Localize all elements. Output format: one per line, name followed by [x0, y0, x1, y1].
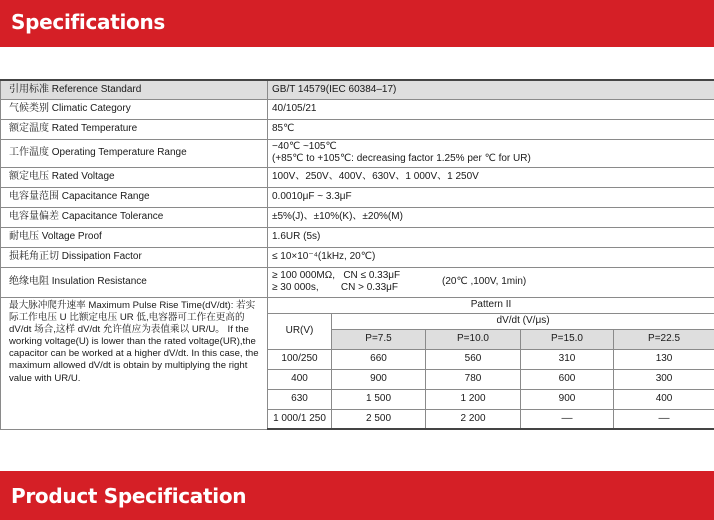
spec-row-capacitance-tolerance: [1, 207, 714, 227]
ur-value: 400: [268, 369, 332, 389]
spec-value: 40/105/21: [268, 99, 714, 119]
dvdt-value: 900: [332, 369, 426, 389]
dvdt-value: 400: [614, 389, 714, 409]
spec-row-climatic-category: [1, 99, 714, 119]
dvdt-value: 2 200: [426, 409, 521, 429]
dvdt-value: 1 200: [426, 389, 521, 409]
pitch-header: P=7.5: [332, 329, 426, 349]
pulse-rise-description: 最大脉冲爬升速率 Maximum Pulse Rise Time(dV/dt): 若实际工作电压 U 比额定电压 UR 低,电容器可工作在更高的 dV/dt 场合,这样 dV/dt 允许值应为表值乘以 UR/U。 If the working voltage(U) is lower than the rated voltage(UR),the capacitor can be worked at a higher dV/dt. In this case, the maximum allowed dV/dt is obtain by multiplying the right value with UR/U.: [1, 297, 268, 429]
dvdt-value: 660: [332, 349, 426, 369]
dvdt-value: 130: [614, 349, 714, 369]
pitch-header: P=10.0: [426, 329, 521, 349]
spec-value: ≤ 10×10⁻⁴(1kHz, 20℃): [268, 247, 714, 267]
spec-value: GB/T 14579(IEC 60384–17): [268, 80, 714, 99]
spec-value: [268, 139, 714, 167]
spec-label: 额定电压 Rated Voltage: [1, 167, 268, 187]
pattern-label: Pattern II: [268, 297, 714, 313]
specifications-banner: [0, 0, 714, 47]
spec-value: 1.6UR (5s): [268, 227, 714, 247]
dvdt-value: 600: [521, 369, 614, 389]
dvdt-header: dV/dt (V/μs): [332, 313, 714, 329]
dvdt-value: 2 500: [332, 409, 426, 429]
banner-title: Specifications: [11, 10, 166, 34]
insulation-conditions: [272, 270, 442, 295]
ur-header: UR(V): [268, 313, 332, 349]
dvdt-value: ––: [614, 409, 714, 429]
spec-row-rated-temperature: [1, 119, 714, 139]
pitch-header: P=15.0: [521, 329, 614, 349]
dvdt-value: 780: [426, 369, 521, 389]
insulation-test-condition: (20℃ ,100V, 1min): [442, 275, 527, 287]
spec-row-dissipation-factor: [1, 247, 714, 267]
insulation-line: ≥ 30 000s, CN > 0.33μF: [272, 282, 399, 293]
dvdt-value: 560: [426, 349, 521, 369]
spec-label: 绝缘电阻 Insulation Resistance: [1, 267, 268, 297]
product-specification-banner: [0, 471, 714, 520]
banner-title: Product Specification: [11, 484, 247, 508]
spec-label: 引用标准 Reference Standard: [1, 80, 268, 99]
dvdt-value: ––: [521, 409, 614, 429]
dvdt-value: 900: [521, 389, 614, 409]
spec-value: 100V、250V、400V、630V、1 000V、1 250V: [268, 167, 714, 187]
spec-row-reference-standard: [1, 80, 714, 99]
spec-label: 电容量偏差 Capacitance Tolerance: [1, 207, 268, 227]
insulation-line: ≥ 100 000MΩ, CN ≤ 0.33μF: [272, 269, 401, 281]
spec-value: 85℃: [268, 119, 714, 139]
spec-row-voltage-proof: [1, 227, 714, 247]
spec-label: 耐电压 Voltage Proof: [1, 227, 268, 247]
ur-value: 1 000/1 250: [268, 409, 332, 429]
spec-value-line: (+85℃ to +105℃: decreasing factor 1.25% per ℃ for UR): [272, 153, 531, 164]
dvdt-value: 310: [521, 349, 614, 369]
spec-label: 电容量范围 Capacitance Range: [1, 187, 268, 207]
spec-row-operating-temperature: [1, 139, 714, 167]
spec-value-line: −40℃ ~105℃: [272, 140, 337, 152]
spec-row-capacitance-range: [1, 187, 714, 207]
dvdt-value: 1 500: [332, 389, 426, 409]
spec-row-rated-voltage: [1, 167, 714, 187]
spec-value: [268, 267, 714, 297]
spec-row-insulation-resistance: [1, 267, 714, 297]
insulation-values: [272, 270, 710, 295]
spec-label: 气候类别 Climatic Category: [1, 99, 268, 119]
spec-value: 0.0010μF ~ 3.3μF: [268, 187, 714, 207]
ur-value: 630: [268, 389, 332, 409]
spec-label: 额定温度 Rated Temperature: [1, 119, 268, 139]
pulse-pattern-row: [1, 297, 714, 313]
spec-label: 损耗角正切 Dissipation Factor: [1, 247, 268, 267]
spec-label: 工作温度 Operating Temperature Range: [1, 139, 268, 167]
dvdt-value: 300: [614, 369, 714, 389]
specification-table: [0, 79, 714, 430]
ur-value: 100/250: [268, 349, 332, 369]
spec-value: ±5%(J)、±10%(K)、±20%(M): [268, 207, 714, 227]
pitch-header: P=22.5: [614, 329, 714, 349]
